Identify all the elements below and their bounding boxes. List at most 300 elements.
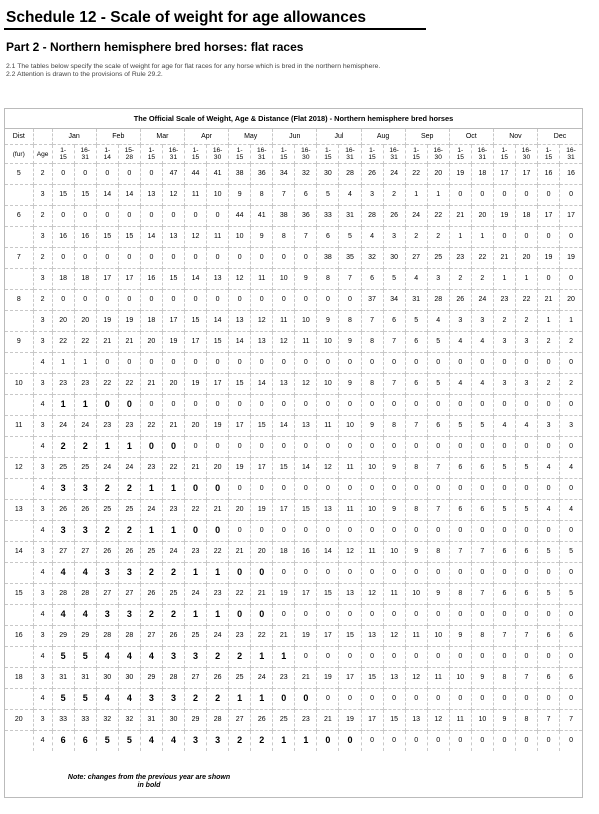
half-month-header [538,145,560,164]
half-month-end: 31 [81,154,89,161]
age-cell: 2 [33,248,52,269]
allowance-cell: 0 [162,206,184,227]
distance-cell [5,353,33,374]
allowance-cell: 6 [427,416,449,437]
allowance-cell: 28 [207,710,229,731]
allowance-cell: 10 [229,227,251,248]
allowance-cell: 20 [140,332,162,353]
half-month-header [251,145,273,164]
half-month-header [273,145,295,164]
allowance-cell: 3 [493,332,515,353]
half-month-start: 1- [324,147,331,154]
allowance-cell: 0 [295,353,317,374]
allowance-cell: 17 [317,626,339,647]
allowance-cell: 15 [317,584,339,605]
allowance-cell: 28 [74,584,96,605]
allowance-cell: 38 [273,206,295,227]
allowance-cell: 44 [229,206,251,227]
month-header: May [229,129,273,145]
allowance-cell: 19 [538,248,560,269]
distance-cell: 6 [5,206,33,227]
allowance-cell: 20 [229,500,251,521]
half-month-start: 16- [521,147,532,154]
allowance-cell: 4 [493,416,515,437]
allowance-cell: 17 [515,164,537,185]
allowance-cell: 1 [162,521,184,542]
allowance-cell: 16 [295,542,317,563]
allowance-cell: 24 [52,416,74,437]
allowance-cell: 12 [185,227,207,248]
half-month-header [383,145,405,164]
table-row [5,542,582,563]
half-month-end: 30 [213,154,222,161]
allowance-cell: 3 [471,311,493,332]
table-row [5,521,582,542]
allowance-cell: 31 [405,290,427,311]
allowance-cell: 23 [74,374,96,395]
allowance-cell: 0 [515,605,537,626]
allowance-cell: 7 [427,458,449,479]
allowance-cell: 15 [361,668,383,689]
allowance-cell: 10 [295,311,317,332]
allowance-cell: 11 [185,185,207,206]
allowance-cell: 5 [118,731,140,752]
allowance-cell: 0 [538,521,560,542]
allowance-cell: 23 [295,710,317,731]
allowance-cell: 0 [405,647,427,668]
half-month-header [471,145,493,164]
allowance-cell: 13 [317,500,339,521]
allowance-cell: 0 [427,353,449,374]
allowance-cell: 26 [449,290,471,311]
allowance-cell: 7 [515,668,537,689]
allowance-cell: 0 [493,227,515,248]
allowance-cell: 0 [427,563,449,584]
allowance-cell: 25 [140,542,162,563]
allowance-cell: 10 [427,626,449,647]
allowance-cell: 8 [493,668,515,689]
allowance-cell: 0 [405,353,427,374]
allowance-cell: 17 [229,416,251,437]
allowance-cell: 32 [295,164,317,185]
allowance-cell: 0 [383,521,405,542]
allowance-cell: 11 [251,269,273,290]
allowance-cell: 12 [427,710,449,731]
table-title-row [5,109,582,129]
allowance-cell: 0 [295,647,317,668]
allowance-cell: 41 [251,206,273,227]
allowance-cell: 0 [449,353,471,374]
allowance-cell: 0 [493,353,515,374]
allowance-cell: 0 [273,248,295,269]
allowance-cell: 3 [427,269,449,290]
allowance-cell: 14 [140,227,162,248]
half-month-start: 16- [477,147,488,154]
allowance-cell: 2 [207,647,229,668]
allowance-cell: 14 [118,185,140,206]
allowance-cell: 6 [471,458,493,479]
allowance-cell: 4 [515,416,537,437]
allowance-cell: 0 [560,353,582,374]
allowance-cell: 1 [162,479,184,500]
allowance-cell: 22 [207,542,229,563]
half-month-start: 16- [212,147,223,154]
allowance-cell: 13 [295,416,317,437]
allowance-cell: 14 [185,269,207,290]
table-row [5,290,582,311]
allowance-cell: 19 [96,311,118,332]
allowance-cell: 0 [96,206,118,227]
allowance-cell: 0 [538,479,560,500]
allowance-cell: 1 [471,227,493,248]
allowance-cell: 21 [251,584,273,605]
allowance-cell: 11 [361,542,383,563]
allowance-cell: 4 [427,311,449,332]
allowance-cell: 0 [538,647,560,668]
allowance-cell: 4 [538,458,560,479]
allowance-cell: 21 [96,332,118,353]
table-row [5,269,582,290]
allowance-cell: 2 [162,563,184,584]
half-month-header [427,145,449,164]
allowance-cell: 2 [515,311,537,332]
table-row [5,395,582,416]
age-cell: 2 [33,164,52,185]
allowance-cell: 0 [118,290,140,311]
table-row [5,584,582,605]
intro-paragraph-1: 2.1 The tables below specify the scale of weight for age for flat races for any horse which is bred in the northern hemisphere. [6,63,381,70]
allowance-cell: 19 [295,626,317,647]
half-month-start: 1- [192,147,199,154]
distance-cell: 7 [5,248,33,269]
allowance-cell: 36 [295,206,317,227]
allowance-cell: 20 [207,458,229,479]
allowance-cell: 25 [74,458,96,479]
allowance-cell: 4 [538,500,560,521]
allowance-cell: 25 [273,710,295,731]
allowance-cell: 15 [118,227,140,248]
allowance-cell: 0 [405,689,427,710]
allowance-cell: 32 [361,248,383,269]
allowance-cell: 0 [295,563,317,584]
allowance-cell: 10 [361,500,383,521]
weight-scale-table [5,109,582,751]
allowance-cell: 18 [74,269,96,290]
allowance-cell: 0 [317,395,339,416]
half-month-header [52,145,74,164]
allowance-cell: 17 [96,269,118,290]
allowance-cell: 0 [251,395,273,416]
allowance-cell: 33 [52,710,74,731]
allowance-cell: 2 [560,332,582,353]
allowance-cell: 0 [229,437,251,458]
allowance-cell: 0 [185,437,207,458]
age-cell: 4 [33,647,52,668]
allowance-cell: 10 [317,332,339,353]
distance-cell [5,605,33,626]
allowance-cell: 0 [493,689,515,710]
allowance-cell: 19 [317,668,339,689]
allowance-cell: 2 [162,605,184,626]
half-month-header [185,145,207,164]
title-rule [4,28,426,30]
allowance-cell: 14 [295,458,317,479]
allowance-cell: 0 [538,395,560,416]
allowance-cell: 17 [361,710,383,731]
allowance-cell: 0 [140,206,162,227]
allowance-cell: 4 [339,185,361,206]
allowance-cell: 0 [251,290,273,311]
allowance-cell: 13 [383,668,405,689]
allowance-cell: 0 [52,290,74,311]
allowance-cell: 0 [317,479,339,500]
allowance-cell: 15 [162,269,184,290]
allowance-cell: 26 [361,164,383,185]
allowance-cell: 13 [207,269,229,290]
allowance-cell: 2 [538,374,560,395]
allowance-cell: 15 [251,416,273,437]
allowance-cell: 24 [140,500,162,521]
allowance-cell: 0 [449,479,471,500]
age-cell: 4 [33,605,52,626]
distance-cell: 9 [5,332,33,353]
allowance-cell: 1 [427,185,449,206]
allowance-cell: 8 [471,626,493,647]
allowance-cell: 13 [162,227,184,248]
allowance-cell: 8 [515,710,537,731]
allowance-cell: 0 [273,563,295,584]
month-header-row [5,129,582,145]
allowance-cell: 8 [383,416,405,437]
allowance-cell: 12 [383,626,405,647]
allowance-cell: 44 [185,164,207,185]
allowance-cell: 6 [538,626,560,647]
table-row [5,227,582,248]
allowance-cell: 0 [140,395,162,416]
table-row [5,668,582,689]
allowance-cell: 3 [96,563,118,584]
allowance-cell: 28 [52,584,74,605]
table-title: The Official Scale of Weight, Age & Distance (Flat 2018) - Northern hemisphere bred horses [5,109,582,129]
allowance-cell: 15 [96,227,118,248]
allowance-cell: 0 [449,521,471,542]
allowance-cell: 0 [361,689,383,710]
allowance-cell: 0 [229,248,251,269]
distance-cell: 20 [5,710,33,731]
allowance-cell: 8 [273,227,295,248]
half-month-end: 31 [567,154,575,161]
allowance-cell: 0 [449,563,471,584]
allowance-cell: 22 [74,332,96,353]
allowance-cell: 16 [538,164,560,185]
allowance-cell: 7 [361,311,383,332]
distance-cell: 10 [5,374,33,395]
allowance-cell: 18 [273,542,295,563]
allowance-cell: 12 [229,269,251,290]
allowance-cell: 0 [515,437,537,458]
allowance-cell: 22 [251,626,273,647]
table-row [5,458,582,479]
allowance-cell: 0 [162,290,184,311]
allowance-cell: 21 [185,458,207,479]
allowance-cell: 0 [96,248,118,269]
allowance-cell: 0 [538,437,560,458]
allowance-cell: 5 [74,647,96,668]
allowance-cell: 3 [52,479,74,500]
allowance-cell: 0 [493,647,515,668]
allowance-cell: 0 [339,290,361,311]
distance-cell [5,269,33,290]
allowance-cell: 1 [538,311,560,332]
allowance-cell: 0 [493,185,515,206]
allowance-cell: 35 [339,248,361,269]
allowance-cell: 22 [405,164,427,185]
distance-cell: 15 [5,584,33,605]
allowance-cell: 3 [361,185,383,206]
allowance-cell: 0 [162,395,184,416]
allowance-cell: 5 [538,542,560,563]
allowance-cell: 30 [317,164,339,185]
allowance-cell: 21 [162,416,184,437]
allowance-cell: 0 [185,206,207,227]
month-header: Aug [361,129,405,145]
allowance-cell: 0 [74,206,96,227]
allowance-cell: 19 [162,332,184,353]
allowance-cell: 11 [317,416,339,437]
allowance-cell: 13 [361,626,383,647]
allowance-cell: 0 [449,731,471,752]
allowance-cell: 0 [405,563,427,584]
allowance-cell: 4 [162,731,184,752]
half-month-header [515,145,537,164]
allowance-cell: 28 [96,626,118,647]
allowance-cell: 0 [449,605,471,626]
allowance-cell: 0 [317,689,339,710]
allowance-cell: 23 [493,290,515,311]
allowance-cell: 5 [52,647,74,668]
allowance-cell: 6 [405,332,427,353]
table-row [5,248,582,269]
allowance-cell: 26 [52,500,74,521]
allowance-cell: 0 [273,605,295,626]
allowance-cell: 20 [427,164,449,185]
allowance-cell: 37 [361,290,383,311]
allowance-cell: 26 [251,710,273,731]
allowance-cell: 2 [185,689,207,710]
distance-cell: 12 [5,458,33,479]
allowance-cell: 9 [383,500,405,521]
allowance-cell: 26 [74,500,96,521]
allowance-cell: 27 [185,668,207,689]
allowance-cell: 6 [538,668,560,689]
allowance-cell: 0 [52,248,74,269]
allowance-cell: 21 [449,206,471,227]
allowance-cell: 18 [471,164,493,185]
allowance-cell: 0 [383,689,405,710]
allowance-cell: 0 [515,479,537,500]
allowance-cell: 5 [493,500,515,521]
allowance-cell: 3 [52,521,74,542]
allowance-cell: 30 [96,668,118,689]
allowance-cell: 17 [538,206,560,227]
allowance-cell: 27 [74,542,96,563]
allowance-cell: 0 [405,437,427,458]
allowance-cell: 9 [251,227,273,248]
allowance-cell: 0 [185,479,207,500]
allowance-cell: 21 [317,710,339,731]
allowance-cell: 8 [339,311,361,332]
allowance-cell: 32 [118,710,140,731]
allowance-cell: 0 [251,605,273,626]
allowance-cell: 29 [185,710,207,731]
allowance-cell: 0 [515,521,537,542]
allowance-cell: 11 [449,710,471,731]
age-header: Age [33,145,52,164]
allowance-cell: 0 [96,290,118,311]
allowance-cell: 15 [383,710,405,731]
allowance-cell: 0 [207,437,229,458]
allowance-cell: 19 [493,206,515,227]
distance-cell: 14 [5,542,33,563]
allowance-cell: 17 [493,164,515,185]
allowance-cell: 20 [74,311,96,332]
allowance-cell: 7 [515,626,537,647]
allowance-cell: 11 [339,500,361,521]
allowance-cell: 0 [273,437,295,458]
allowance-cell: 0 [449,437,471,458]
allowance-cell: 9 [361,416,383,437]
half-month-start: 16- [566,147,576,154]
allowance-cell: 19 [229,458,251,479]
allowance-cell: 3 [515,332,537,353]
month-header: Mar [140,129,184,145]
allowance-cell: 17 [295,584,317,605]
age-cell: 4 [33,563,52,584]
allowance-cell: 8 [405,458,427,479]
allowance-cell: 0 [361,479,383,500]
table-row [5,626,582,647]
allowance-cell: 28 [427,290,449,311]
allowance-cell: 10 [383,542,405,563]
allowance-cell: 0 [339,353,361,374]
allowance-cell: 2 [229,731,251,752]
allowance-cell: 0 [273,290,295,311]
allowance-cell: 6 [560,668,582,689]
allowance-cell: 24 [405,206,427,227]
age-cell: 3 [33,626,52,647]
allowance-cell: 7 [339,269,361,290]
allowance-cell: 0 [560,689,582,710]
allowance-cell: 21 [538,290,560,311]
allowance-cell: 4 [74,605,96,626]
half-month-end: 30 [434,154,442,161]
allowance-cell: 0 [538,563,560,584]
allowance-cell: 22 [52,332,74,353]
allowance-cell: 17 [207,374,229,395]
allowance-cell: 5 [383,269,405,290]
allowance-cell: 3 [96,605,118,626]
allowance-cell: 0 [383,395,405,416]
allowance-cell: 0 [295,437,317,458]
allowance-cell: 0 [207,479,229,500]
allowance-cell: 21 [273,626,295,647]
allowance-cell: 20 [471,206,493,227]
allowance-cell: 3 [140,689,162,710]
distance-cell: 8 [5,290,33,311]
allowance-cell: 27 [118,584,140,605]
allowance-cell: 21 [229,542,251,563]
allowance-cell: 23 [273,668,295,689]
